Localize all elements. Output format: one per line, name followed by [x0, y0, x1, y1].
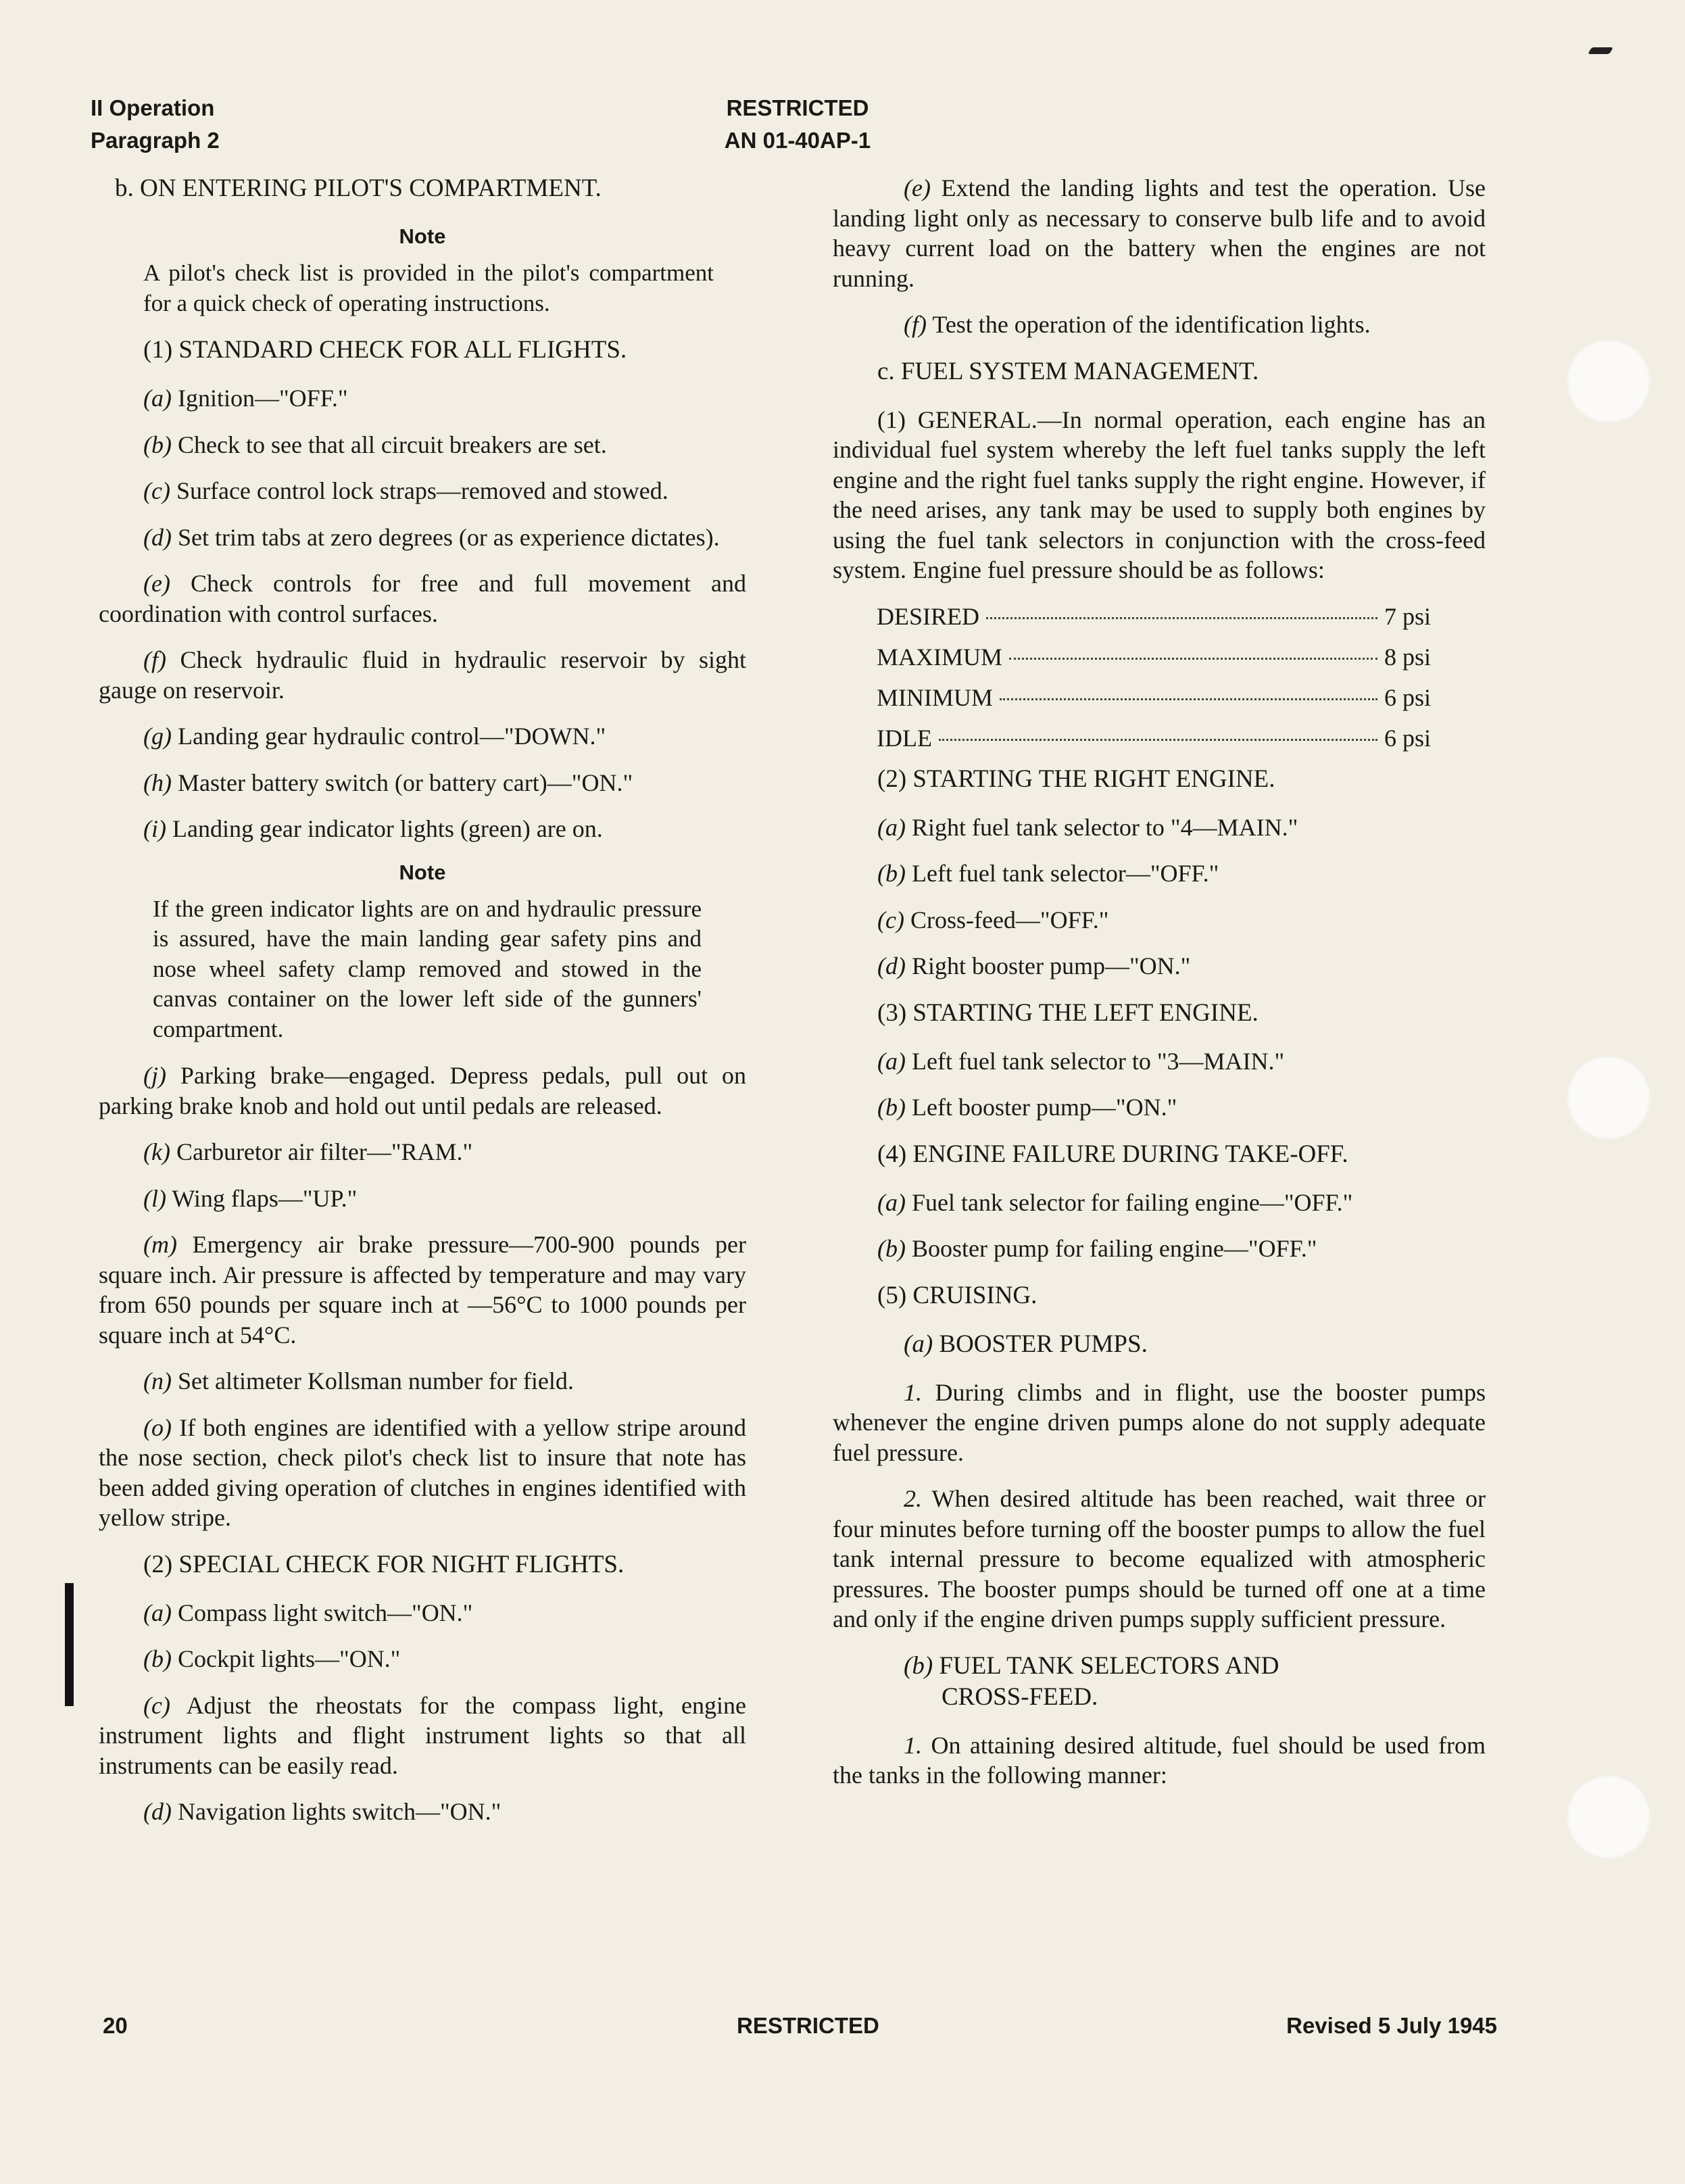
item-label: (f) [143, 646, 166, 673]
header-section: II Operation [91, 95, 215, 120]
item-text: Set altimeter Kollsman number for field. [177, 1367, 574, 1394]
item-label: (o) [143, 1413, 172, 1441]
list-item [833, 173, 1486, 293]
footer-classification: RESTRICTED [737, 2013, 879, 2038]
selectors-title-line2: CROSS-FEED. [942, 1682, 1098, 1711]
start-right-heading: (2) STARTING THE RIGHT ENGINE. [877, 765, 1275, 793]
item-label: (a) [877, 813, 906, 841]
list-item [99, 1413, 746, 1533]
dot-leader [1009, 658, 1377, 660]
note-body: A pilot's check list is provided in the pilot's compartment for a quick check of operating instructions. [143, 260, 714, 316]
note-title: Note [399, 860, 446, 884]
revision-change-bar [65, 1583, 74, 1706]
list-item [99, 1691, 746, 1781]
item-label: (c) [143, 477, 170, 504]
item-text: Fuel tank selector for failing engine—"OFF." [911, 1188, 1353, 1216]
item-label: (i) [143, 815, 166, 842]
cruising-heading: (5) CRUISING. [877, 1281, 1037, 1309]
item-text: Booster pump for failing engine—"OFF." [911, 1235, 1317, 1262]
booster-pumps-list [833, 1378, 1486, 1634]
night-check-list-continued [833, 173, 1486, 340]
general-paragraph [833, 405, 1486, 585]
engine-failure-list [833, 1188, 1486, 1264]
footer-revision-date: Revised 5 July 1945 [1286, 2013, 1497, 2038]
standard-check-list-continued [99, 1061, 746, 1533]
general-text: —In normal operation, each engine has an individual fuel system whereby the left fuel tanks supply the left engine and the right fuel tanks supply the right engine. However, if the need arises, any tank may be used to supply both engines by using the fuel tank selectors in conjunction with the cross-feed system. Engine fuel pressure should be as follows: [833, 406, 1486, 583]
list-item [833, 1378, 1486, 1468]
item-label: (b) [143, 1645, 172, 1672]
item-text: Landing gear hydraulic control—"DOWN." [177, 723, 606, 750]
selectors-heading [904, 1651, 1486, 1713]
item-text: Set trim tabs at zero degrees (or as experience dictates). [177, 523, 720, 551]
list-item [99, 1137, 746, 1167]
item-label: (a) [143, 385, 172, 412]
pressure-value: 7 psi [1384, 602, 1431, 630]
header-paragraph: Paragraph 2 [91, 128, 220, 153]
night-check-heading: (2) SPECIAL CHECK FOR NIGHT FLIGHTS. [143, 1550, 625, 1578]
left-column [99, 173, 746, 1843]
header-classification: RESTRICTED [726, 95, 869, 120]
item-label: (b) [877, 1094, 906, 1121]
item-text: Cross-feed—"OFF." [910, 906, 1109, 933]
pressure-row [877, 642, 1431, 672]
item-text: Navigation lights switch—"ON." [177, 1798, 502, 1825]
list-item [833, 905, 1486, 936]
binder-hole [1567, 1056, 1651, 1140]
header-center [703, 92, 892, 157]
selectors-title-line1: FUEL TANK SELECTORS AND [939, 1651, 1279, 1680]
pressure-value: 8 psi [1384, 643, 1431, 671]
selectors-label: (b) [904, 1651, 933, 1680]
item-label: (c) [143, 1691, 170, 1719]
item-text: Check to see that all circuit breakers are set. [177, 431, 607, 458]
pressure-row [877, 602, 1431, 631]
list-item [99, 645, 746, 705]
item-text: Left fuel tank selector—"OFF." [911, 860, 1219, 887]
item-label: (l) [143, 1184, 166, 1212]
item-text: Right booster pump—"ON." [911, 952, 1191, 979]
list-item [99, 568, 746, 629]
item-text: Carburetor air filter—"RAM." [176, 1138, 473, 1165]
item-label: (f) [904, 311, 927, 338]
binder-hole [1567, 339, 1651, 423]
pressure-label: IDLE [877, 724, 932, 752]
general-lead: (1) GENERAL. [877, 406, 1037, 433]
list-item [99, 430, 746, 460]
list-item [99, 383, 746, 414]
start-left-heading: (3) STARTING THE LEFT ENGINE. [877, 998, 1259, 1027]
item-label: (n) [143, 1367, 172, 1394]
list-item [99, 523, 746, 553]
pressure-label: MAXIMUM [877, 643, 1003, 671]
start-left-list [833, 1046, 1486, 1123]
list-item [99, 1230, 746, 1350]
page-number: 20 [103, 2013, 128, 2038]
item-label: (e) [143, 570, 170, 597]
item-text: Wing flaps—"UP." [172, 1184, 358, 1212]
item-text: Adjust the rheostats for the compass light, engine instrument lights and flight instrument lights so that all instruments can be easily read. [99, 1691, 746, 1779]
corner-mark [1588, 47, 1613, 54]
item-label: (b) [877, 1235, 906, 1262]
pressure-row [877, 683, 1431, 712]
item-label: (a) [877, 1047, 906, 1075]
item-text: Ignition—"OFF." [177, 385, 348, 412]
item-text: Left booster pump—"ON." [911, 1094, 1177, 1121]
item-text: Emergency air brake pressure—700-900 pounds per square inch. Air pressure is affected by temperature and may vary from 650 pounds per square inch at —56°C to 1000 pounds per square inch at 54°C. [99, 1231, 746, 1349]
dot-leader [939, 739, 1377, 741]
list-item [833, 1046, 1486, 1077]
item-text: Cockpit lights—"ON." [177, 1645, 401, 1672]
selectors-list [833, 1730, 1486, 1791]
item-text: Test the operation of the identification lights. [932, 311, 1371, 338]
item-label: (g) [143, 723, 172, 750]
right-column [833, 173, 1486, 1807]
list-item [99, 768, 746, 798]
list-item [833, 1092, 1486, 1123]
item-text: On attaining desired altitude, fuel should be used from the tanks in the following manner: [833, 1731, 1486, 1789]
list-item [833, 1730, 1486, 1791]
list-item [833, 1484, 1486, 1634]
item-text: Right fuel tank selector to "4—MAIN." [911, 813, 1298, 841]
header-doc-number: AN 01-40AP-1 [724, 128, 871, 153]
pressure-label: DESIRED [877, 602, 979, 630]
item-label: 1. [904, 1731, 922, 1759]
item-label: (c) [877, 906, 904, 933]
standard-check-list [99, 383, 746, 844]
list-item [833, 1234, 1486, 1264]
item-label: 1. [904, 1378, 922, 1406]
list-item [99, 1797, 746, 1827]
list-item [99, 814, 746, 844]
list-item [99, 476, 746, 506]
item-label: (d) [143, 523, 172, 551]
header-left [91, 92, 220, 157]
list-item [99, 721, 746, 752]
binder-hole [1567, 1775, 1651, 1859]
item-label: (e) [904, 174, 931, 201]
item-text: Surface control lock straps—removed and stowed. [176, 477, 668, 504]
item-label: (a) [143, 1599, 172, 1626]
list-item [99, 1644, 746, 1674]
dot-leader [986, 617, 1377, 619]
item-text: When desired altitude has been reached, wait three or four minutes before turning off the booster pumps to allow the fuel tank internal pressure to become equalized with atmospheric pressures. The booster pumps should be turned off one at a time and only if the engine driven pumps supply sufficient pressure. [833, 1485, 1486, 1632]
item-text: During climbs and in flight, use the booster pumps whenever the engine driven pumps alone do not supply adequate fuel pressure. [833, 1378, 1486, 1466]
item-label: (b) [877, 860, 906, 887]
item-label: (a) [877, 1188, 906, 1216]
pressure-value: 6 psi [1384, 683, 1431, 711]
booster-pumps-heading [904, 1329, 1486, 1360]
list-item [99, 1598, 746, 1628]
item-text: Landing gear indicator lights (green) are on. [172, 815, 603, 842]
pressure-row [877, 723, 1431, 753]
item-text: If both engines are identified with a yellow stripe around the nose section, check pilot's check list to insure that note has been added giving operation of clutches in engines identified with yellow stripe. [99, 1413, 746, 1531]
pressure-value: 6 psi [1384, 724, 1431, 752]
list-item [833, 310, 1486, 340]
section-b-heading: b. ON ENTERING PILOT'S COMPARTMENT. [115, 174, 602, 202]
item-text: Check hydraulic fluid in hydraulic reservoir by sight gauge on reservoir. [99, 646, 747, 704]
note-body: If the green indicator lights are on and hydraulic pressure is assured, have the main landing gear safety pins and nose wheel safety clamp removed and stowed in the canvas container on the lower left side of the gunners' compartment. [153, 895, 702, 1042]
engine-failure-heading: (4) ENGINE FAILURE DURING TAKE-OFF. [877, 1140, 1348, 1168]
list-item [833, 951, 1486, 981]
item-text: Compass light switch—"ON." [177, 1599, 473, 1626]
item-text: Extend the landing lights and test the operation. Use landing light only as necessary to conserve bulb life and to avoid heavy current load on the battery when the engines are not running. [833, 174, 1486, 292]
item-label: (j) [143, 1062, 166, 1089]
fuel-pressure-table [833, 602, 1486, 753]
list-item [99, 1061, 746, 1121]
list-item [833, 812, 1486, 843]
note-title: Note [399, 224, 446, 248]
standard-check-heading: (1) STANDARD CHECK FOR ALL FLIGHTS. [143, 336, 627, 364]
item-text: Left fuel tank selector to "3—MAIN." [911, 1047, 1285, 1075]
booster-pumps-label: (a) [904, 1330, 933, 1358]
item-label: (d) [143, 1798, 172, 1825]
list-item [833, 858, 1486, 889]
dot-leader [1000, 698, 1377, 700]
section-c-heading: c. FUEL SYSTEM MANAGEMENT. [877, 357, 1259, 385]
item-text: Check controls for free and full movement and coordination with control surfaces. [99, 570, 746, 627]
item-text: Master battery switch (or battery cart)—"ON." [177, 769, 633, 796]
night-check-list [99, 1598, 746, 1827]
list-item [99, 1184, 746, 1214]
item-label: (b) [143, 431, 172, 458]
booster-pumps-title: BOOSTER PUMPS. [939, 1330, 1148, 1358]
item-text: Parking brake—engaged. Depress pedals, pull out on parking brake knob and hold out until pedals are released. [99, 1062, 747, 1119]
list-item [99, 1366, 746, 1397]
pressure-label: MINIMUM [877, 683, 994, 711]
item-label: (m) [143, 1231, 177, 1258]
item-label: (k) [143, 1138, 170, 1165]
item-label: (d) [877, 952, 906, 979]
start-right-list [833, 812, 1486, 981]
list-item [833, 1188, 1486, 1218]
item-label: 2. [904, 1485, 922, 1512]
item-label: (h) [143, 769, 172, 796]
